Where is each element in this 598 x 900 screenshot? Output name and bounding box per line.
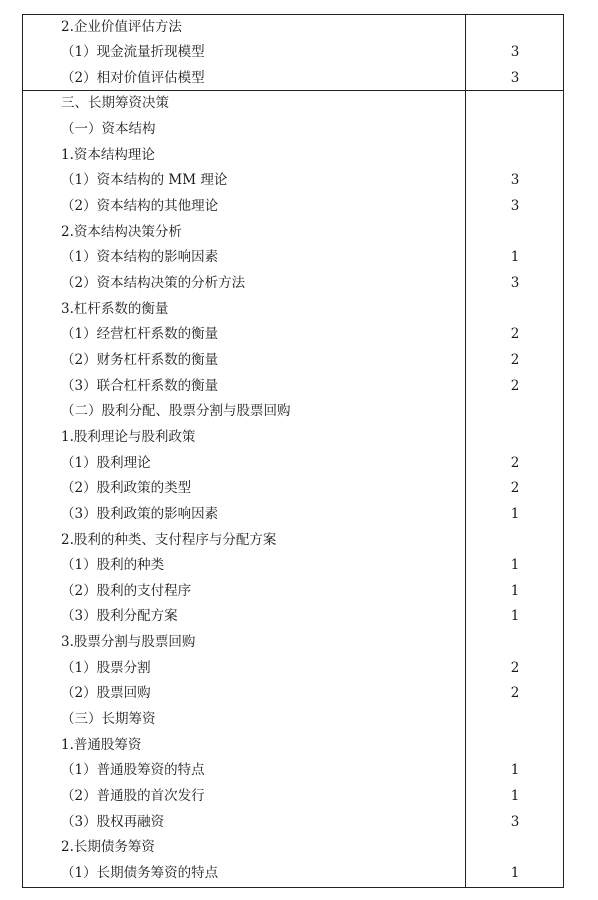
table-row <box>23 297 563 323</box>
table-row <box>23 40 563 66</box>
row-label: （1）资本结构的影响因素 <box>61 249 219 266</box>
row-hours: 3 <box>510 813 520 830</box>
table-row <box>23 707 563 733</box>
table-row <box>23 656 563 682</box>
row-label: （1）普通股筹资的特点 <box>61 762 205 779</box>
row-label: 2.资本结构决策分析 <box>61 223 182 240</box>
row-label: 2.股利的种类、支付程序与分配方案 <box>61 531 277 548</box>
row-label: （3）股利政策的影响因素 <box>61 505 219 522</box>
row-label: （一）资本结构 <box>61 121 156 138</box>
row-label: （1）资本结构的 MM 理论 <box>61 172 228 189</box>
table-row <box>23 784 563 810</box>
table-row <box>23 348 563 374</box>
table-row <box>23 810 563 836</box>
table-row <box>23 553 563 579</box>
row-label: （3）股利分配方案 <box>61 608 178 625</box>
row-hours: 2 <box>510 685 520 702</box>
row-label: 1.股利理论与股利政策 <box>61 428 196 445</box>
table-row <box>23 66 563 92</box>
syllabus-table <box>22 14 564 888</box>
table-row <box>23 681 563 707</box>
row-label: （1）经营杠杆系数的衡量 <box>61 326 219 343</box>
row-label: （2）资本结构的其他理论 <box>61 198 219 215</box>
row-hours: 3 <box>510 275 520 291</box>
table-row <box>23 758 563 784</box>
row-hours: 2 <box>510 454 520 471</box>
table-row <box>23 733 563 759</box>
table-row <box>23 425 563 451</box>
row-label: 三、长期筹资决策 <box>61 95 169 112</box>
row-label: （三）长期筹资 <box>61 711 156 728</box>
row-hours: 2 <box>510 351 520 368</box>
table-row <box>23 322 563 348</box>
table-row <box>23 630 563 656</box>
row-hours: 1 <box>510 557 520 574</box>
row-hours: 3 <box>510 172 520 189</box>
table-row <box>23 374 563 400</box>
row-label: （3）股权再融资 <box>61 813 165 830</box>
table-row <box>23 271 563 297</box>
row-label: （2）股利政策的类型 <box>61 480 192 497</box>
table-row <box>23 91 563 117</box>
row-hours: 3 <box>510 69 520 86</box>
row-hours: 1 <box>510 608 520 625</box>
row-label: 1.普通股筹资 <box>61 736 142 753</box>
row-label: （1）现金流量折现模型 <box>61 44 205 61</box>
row-label: （2）股票回购 <box>61 685 151 702</box>
row-hours: 1 <box>510 249 520 266</box>
table-row <box>23 220 563 246</box>
table-row <box>23 502 563 528</box>
row-hours: 1 <box>510 788 520 804</box>
row-hours: 1 <box>510 864 520 881</box>
table-row <box>23 451 563 477</box>
row-hours: 2 <box>510 326 520 343</box>
table-row <box>23 117 563 143</box>
table-row <box>23 528 563 554</box>
row-hours: 1 <box>510 505 520 522</box>
row-hours: 3 <box>510 198 520 215</box>
row-label: （2）资本结构决策的分析方法 <box>61 275 246 291</box>
row-label: （2）股利的支付程序 <box>61 582 192 599</box>
row-label: 3.杠杆系数的衡量 <box>61 300 169 317</box>
table-row <box>23 861 563 887</box>
row-label: （2）普通股的首次发行 <box>61 788 205 804</box>
row-label: （二）股利分配、股票分割与股票回购 <box>61 403 291 420</box>
table-row <box>23 604 563 630</box>
row-hours: 1 <box>510 582 520 599</box>
table-row <box>23 579 563 605</box>
row-label: 2.企业价值评估方法 <box>61 18 182 35</box>
row-label: （2）相对价值评估模型 <box>61 69 205 86</box>
row-label: 1.资本结构理论 <box>61 146 155 163</box>
row-label: （3）联合杠杆系数的衡量 <box>61 377 219 394</box>
table-row <box>23 194 563 220</box>
row-label: （1）股票分割 <box>61 659 151 676</box>
row-hours: 2 <box>510 659 520 676</box>
row-hours: 3 <box>510 44 520 61</box>
row-hours: 2 <box>510 480 520 497</box>
table-row <box>23 245 563 271</box>
table-row <box>23 168 563 194</box>
row-label: （1）股利的种类 <box>61 557 165 574</box>
row-hours: 2 <box>510 377 520 394</box>
table-row <box>23 143 563 169</box>
table-row <box>23 399 563 425</box>
table-row <box>23 835 563 861</box>
row-label: （1）长期债务筹资的特点 <box>61 864 219 881</box>
table-row <box>23 476 563 502</box>
table-row <box>23 15 563 41</box>
row-label: （1）股利理论 <box>61 454 151 471</box>
row-hours: 1 <box>510 762 520 779</box>
row-label: 2.长期债务筹资 <box>61 839 155 856</box>
row-label: 3.股票分割与股票回购 <box>61 634 196 651</box>
row-label: （2）财务杠杆系数的衡量 <box>61 351 219 368</box>
